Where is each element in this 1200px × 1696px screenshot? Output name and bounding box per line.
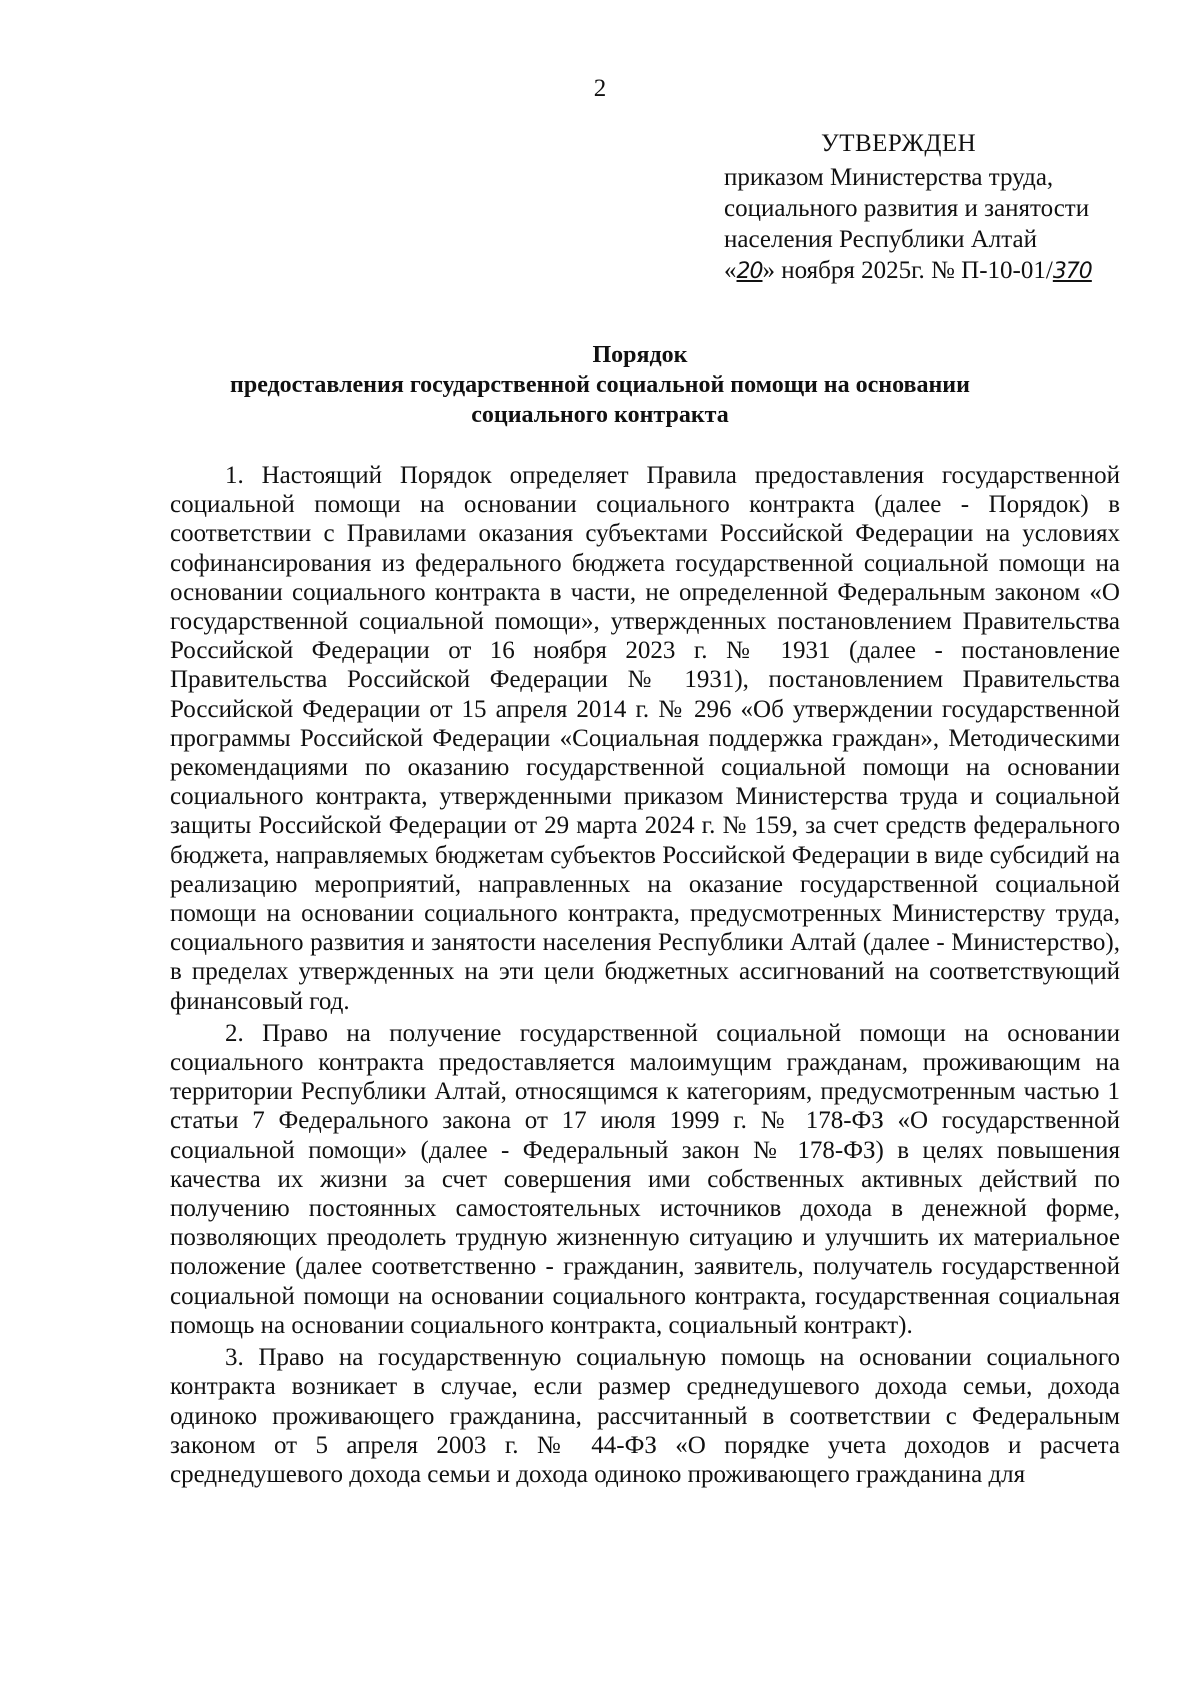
- approval-line-2: социального развития и занятости: [724, 195, 1090, 222]
- approval-title: УТВЕРЖДЕН: [821, 130, 977, 157]
- approval-line-1: приказом Министерства труда,: [724, 164, 1054, 191]
- approval-date-line: [724, 255, 1164, 287]
- title-line-3: социального контракта: [471, 402, 729, 428]
- approval-stamp-block: [724, 128, 1164, 287]
- paragraph-2: 2. Право на получение государственной социальной помощи на основании социального контракта предоставляется малоимущим гражданам, проживающим на территории Республики Алтай, относящимся к категориям, предусмотренным частью 1 статьи 7 Федерального закона от 17 июля 1999 г. № 178-ФЗ «О государственной социальной помощи» (далее - Федеральный закон № 178-ФЗ) в целях повышения качества их жизни за счет совершения ими собственных активных действий по получению постоянных самостоятельных источников дохода в денежной форме, позволяющих преодолеть трудную жизненную ситуацию и улучшить их материальное положение (далее соответственно - гражданин, заявитель, получатель государственной социальной помощи на основании социального контракта, государственная социальная помощь на основании социального контракта, социальный контракт).: [170, 1019, 1120, 1339]
- title-line-2: предоставления государственной социальной помощи на основании: [230, 372, 970, 398]
- page-number: 2: [593, 75, 607, 102]
- handwritten-order-number: 370: [1052, 259, 1092, 284]
- title-line-1: Порядок: [592, 342, 688, 368]
- paragraph-3: 3. Право на государственную социальную помощь на основании социального контракта возникает в случае, если размер среднедушевого дохода семьи, дохода одиноко проживающего гражданина, рассчитанный в соответствии с Федеральным законом от 5 апреля 2003 г. № 44-ФЗ «О порядке учета доходов и расчета среднедушевого дохода семьи и дохода одиноко проживающего гражданина для: [170, 1344, 1120, 1488]
- handwritten-date-day: 20: [736, 259, 763, 284]
- date-open-quote: «: [724, 257, 737, 284]
- date-rest: » ноября 2025г. № П-10-01/: [762, 257, 1053, 284]
- document-body: [170, 461, 1120, 1492]
- paragraph-1: 1. Настоящий Порядок определяет Правила предоставления государственной социальной помощи на основании социального контракта (далее - Порядок) в соответствии с Правилами оказания субъектами Российской Федерации на условиях софинансирования из федерального бюджета государственной социальной помощи на основании социального контракта в части, не определенной Федеральным законом «О государственной социальной помощи», утвержденных постановлением Правительства Российской Федерации от 16 ноября 2023 г. № 1931 (далее - постановление Правительства Российской Федерации № 1931), постановлением Правительства Российской Федерации от 15 апреля 2014 г. № 296 «Об утверждении государственной программы Российской Федерации «Социальная поддержка граждан», Методическими рекомендациями по оказанию государственной социальной помощи на основании социального контракта, утвержденными приказом Министерства труда и социальной защиты Российской Федерации от 29 марта 2024 г. № 159, за счет средств федерального бюджета, направляемых бюджетам субъектов Российской Федерации в виде субсидий на реализацию мероприятий, направленных на оказание государственной социальной помощи на основании социального контракта, предусмотренных Министерству труда, социального развития и занятости населения Республики Алтай (далее - Министерство), в пределах утвержденных на эти цели бюджетных ассигнований на соответствующий финансовый год.: [170, 462, 1120, 1015]
- approval-line-3: населения Республики Алтай: [724, 226, 1037, 253]
- document-title: [0, 340, 1200, 430]
